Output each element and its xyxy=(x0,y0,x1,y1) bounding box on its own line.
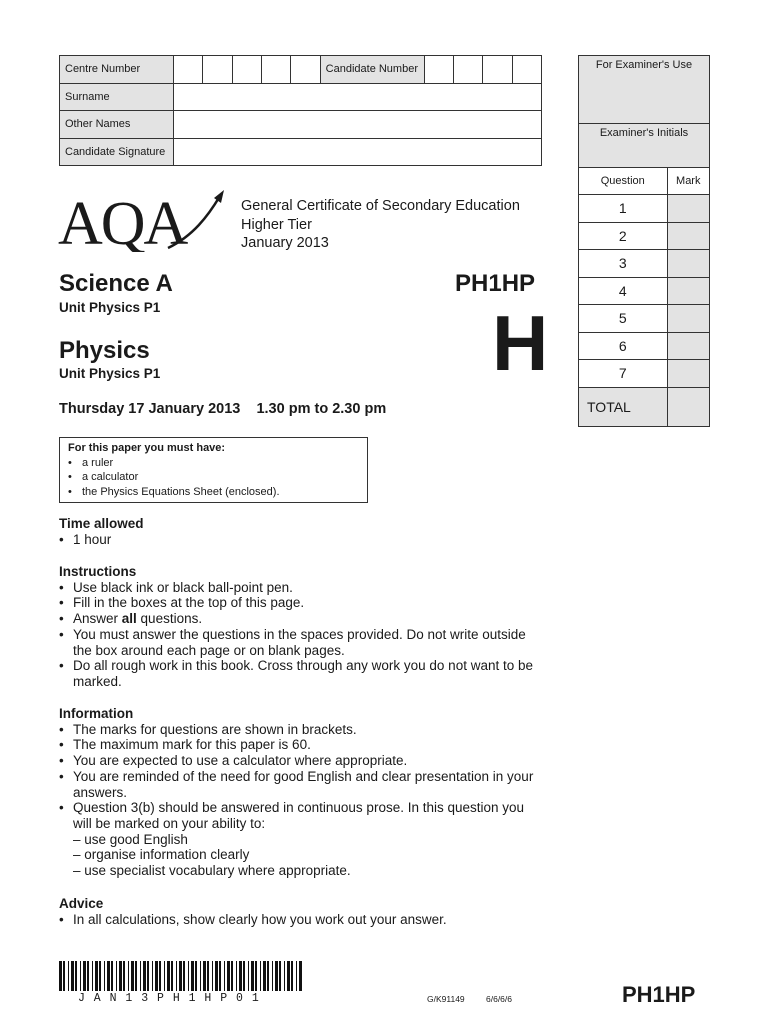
time-allowed-title: Time allowed xyxy=(59,516,144,531)
instruction-item: • Answer all questions. xyxy=(59,611,534,627)
information-item: • You are reminded of the need for good English and clear presentation in your answers. xyxy=(59,769,539,800)
candidate-number-box[interactable] xyxy=(424,56,453,84)
instructions-section xyxy=(59,564,534,690)
instruction-item: • Do all rough work in this book. Cross through any work you do not want to be marked. xyxy=(59,658,534,689)
footer-paper-code: PH1HP xyxy=(622,982,696,1007)
information-title: Information xyxy=(59,706,134,721)
surname-field[interactable] xyxy=(174,83,542,111)
equipment-item: • the Physics Equations Sheet (enclosed). xyxy=(68,485,359,500)
advice-title: Advice xyxy=(59,896,104,911)
question-header: Question xyxy=(579,168,667,195)
information-item: • You are expected to use a calculator where appropriate. xyxy=(59,753,539,769)
mark-cell[interactable] xyxy=(667,305,709,333)
signature-field[interactable] xyxy=(174,138,542,166)
question-number: 2 xyxy=(579,222,667,250)
signature-label: Candidate Signature xyxy=(60,138,174,166)
candidate-number-box[interactable] xyxy=(512,56,541,84)
information-item: • The maximum mark for this paper is 60. xyxy=(59,737,539,753)
total-label: TOTAL xyxy=(579,387,667,426)
examiner-initials-label: Examiner's Initials xyxy=(579,124,709,168)
subject-title-2: Physics xyxy=(59,337,150,364)
instruction-item: • Use black ink or black ball-point pen. xyxy=(59,580,534,596)
centre-number-box[interactable] xyxy=(203,56,232,84)
advice-item: • In all calculations, show clearly how you work out your answer. xyxy=(59,912,559,928)
mark-cell[interactable] xyxy=(667,332,709,360)
time-allowed-item: • 1 hour xyxy=(59,532,559,548)
session: January 2013 xyxy=(241,235,329,251)
mark-cell[interactable] xyxy=(667,222,709,250)
equipment-item: • a ruler xyxy=(68,456,359,471)
candidate-number-label: Candidate Number xyxy=(320,56,424,84)
barcode xyxy=(59,961,305,996)
qualification: General Certificate of Secondary Education xyxy=(241,198,520,214)
question-number: 5 xyxy=(579,305,667,333)
mark-cell[interactable] xyxy=(667,360,709,388)
equipment-title: For this paper you must have: xyxy=(68,442,226,454)
information-subitem: – use good English xyxy=(73,831,188,847)
examiner-box xyxy=(578,55,710,427)
other-names-field[interactable] xyxy=(174,111,542,139)
question-number: 7 xyxy=(579,360,667,388)
tier-name: Higher Tier xyxy=(241,216,312,233)
mark-cell[interactable] xyxy=(667,195,709,223)
information-subitem: – use specialist vocabulary where appropriate. xyxy=(73,863,351,879)
information-subitem: – organise information clearly xyxy=(73,847,250,863)
other-names-label: Other Names xyxy=(60,111,174,139)
advice-section xyxy=(59,896,559,927)
marks-table xyxy=(579,168,709,426)
question-number: 1 xyxy=(579,195,667,223)
equipment-item: • a calculator xyxy=(68,470,359,485)
barcode-text: J A N 1 3 P H 1 H P 0 1 xyxy=(78,992,260,1005)
examiner-use-label: For Examiner's Use xyxy=(579,56,709,124)
logo-text: AQA xyxy=(58,190,187,252)
subject-title: Science A xyxy=(59,270,173,297)
equipment-box xyxy=(59,437,368,503)
paper-code: PH1HP xyxy=(455,270,536,297)
information-item: • Question 3(b) should be answered in continuous prose. In this question you will be marked on your ability to: xyxy=(59,800,539,831)
mark-cell[interactable] xyxy=(667,277,709,305)
aqa-logo xyxy=(58,186,228,257)
instruction-item: • You must answer the questions in the spaces provided. Do not write outside the box around each page or on blank pages. xyxy=(59,627,534,658)
subject-unit-2: Unit Physics P1 xyxy=(59,366,161,381)
question-number: 3 xyxy=(579,250,667,278)
centre-number-label: Centre Number xyxy=(60,56,174,84)
centre-number-box[interactable] xyxy=(232,56,261,84)
centre-number-box[interactable] xyxy=(262,56,291,84)
mark-header: Mark xyxy=(667,168,709,195)
question-number: 4 xyxy=(579,277,667,305)
barcode-bars xyxy=(59,961,305,991)
surname-label: Surname xyxy=(60,83,174,111)
paper-reference-2: 6/6/6/6 xyxy=(486,994,512,1004)
centre-number-box[interactable] xyxy=(174,56,203,84)
instruction-item: • Fill in the boxes at the top of this page. xyxy=(59,595,534,611)
time-allowed-section xyxy=(59,516,559,547)
paper-reference: G/K91149 xyxy=(427,994,465,1004)
candidate-number-box[interactable] xyxy=(483,56,512,84)
exam-date-time: Thursday 17 January 2013 1.30 pm to 2.30 pm xyxy=(59,401,387,417)
candidate-number-box[interactable] xyxy=(454,56,483,84)
tier-letter: H xyxy=(492,299,549,387)
subject-unit: Unit Physics P1 xyxy=(59,300,161,315)
mark-cell[interactable] xyxy=(667,250,709,278)
candidate-details-table xyxy=(59,55,542,166)
question-number: 6 xyxy=(579,332,667,360)
centre-number-box[interactable] xyxy=(291,56,320,84)
instructions-title: Instructions xyxy=(59,564,137,579)
total-cell[interactable] xyxy=(667,387,709,426)
information-item: • The marks for questions are shown in brackets. xyxy=(59,722,539,738)
information-section xyxy=(59,706,539,879)
